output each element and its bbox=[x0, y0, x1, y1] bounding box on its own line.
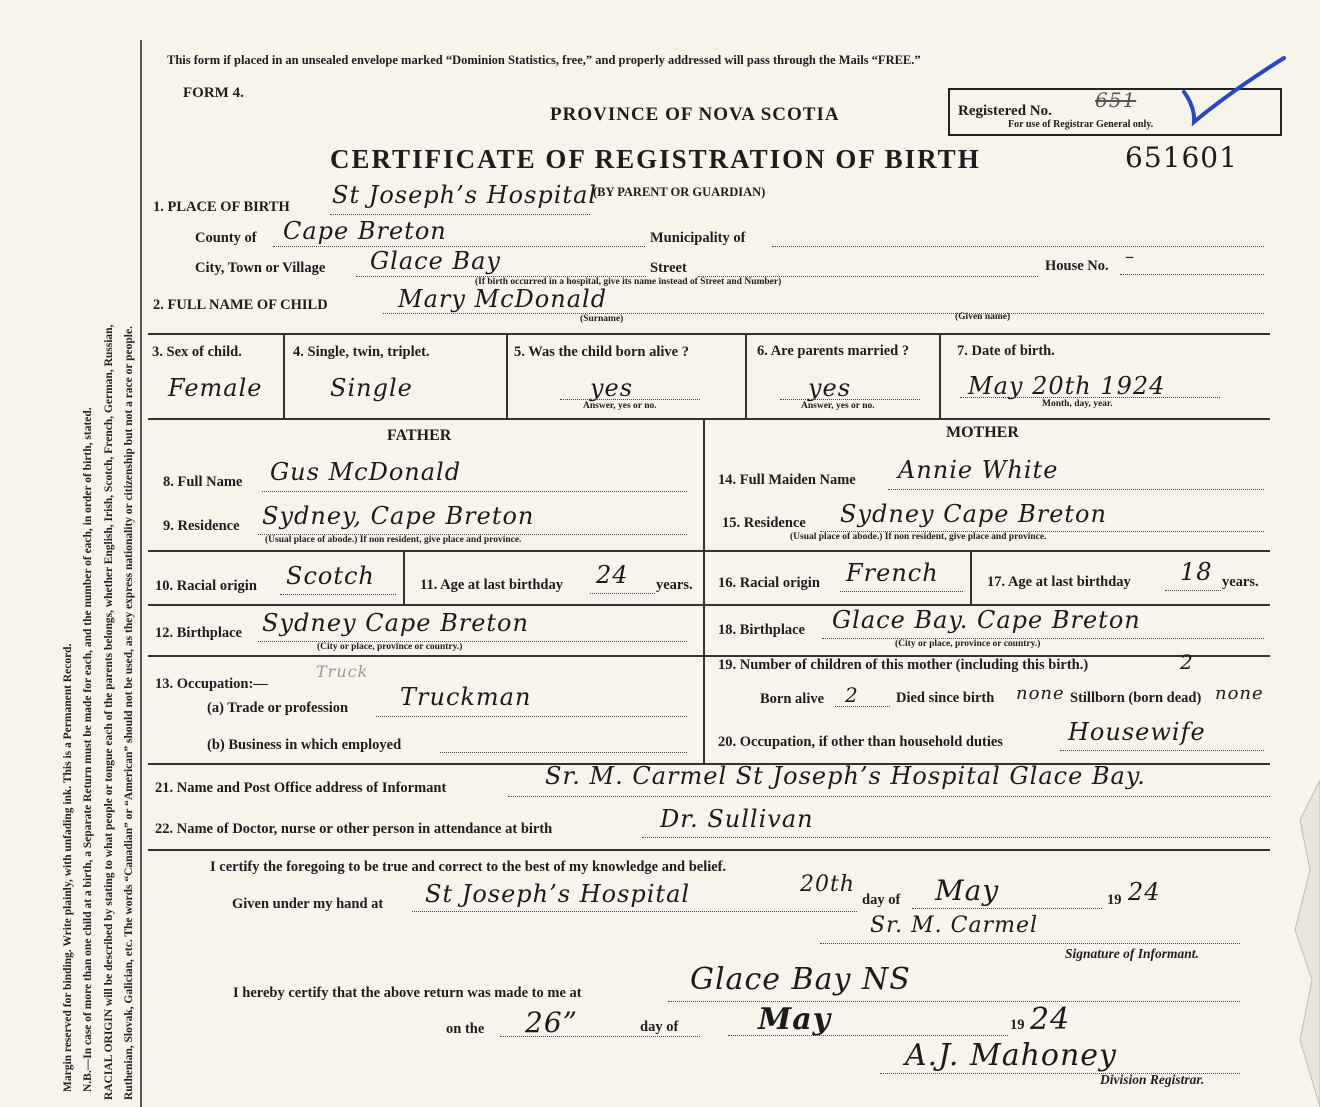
children-count-value: 2 bbox=[1180, 650, 1194, 674]
mother-residence-label: 15. Residence bbox=[722, 515, 806, 531]
born-alive-line bbox=[560, 399, 700, 400]
registered-value: 651 bbox=[1095, 88, 1137, 112]
place-of-birth-label: 1. PLACE OF BIRTH bbox=[153, 199, 290, 215]
province-heading: PROVINCE OF NOVA SCOTIA bbox=[550, 104, 840, 125]
died-since-birth-value: none bbox=[1016, 683, 1065, 704]
business-line bbox=[440, 752, 687, 753]
trade-line bbox=[376, 716, 687, 717]
father-birthplace-note: (City or place, province or country.) bbox=[317, 642, 463, 652]
registrar-day-value: 26” bbox=[525, 1006, 578, 1039]
certify-month-value: May bbox=[935, 874, 1000, 907]
married-line bbox=[780, 399, 920, 400]
father-name-label: 8. Full Name bbox=[163, 474, 243, 490]
father-age-value: 24 bbox=[596, 561, 629, 589]
father-birthplace-value: Sydney Cape Breton bbox=[262, 609, 529, 637]
mother-birthplace-line bbox=[822, 638, 1264, 639]
born-alive-count-value: 2 bbox=[845, 683, 859, 707]
municipality-line bbox=[772, 246, 1264, 247]
certify-day-value: 20th bbox=[800, 872, 856, 897]
city-label: City, Town or Village bbox=[195, 260, 326, 276]
place-of-birth-value: St Joseph’s Hospital bbox=[332, 181, 598, 209]
dob-line bbox=[960, 397, 1220, 398]
given-under-label: Given under my hand at bbox=[232, 896, 384, 912]
registrar-place-value: Glace Bay NS bbox=[690, 962, 911, 997]
informant-value: Sr. M. Carmel St Joseph’s Hospital Glace Bay. bbox=[545, 762, 1146, 790]
house-no-value: – bbox=[1125, 246, 1135, 267]
form-number: FORM 4. bbox=[183, 85, 244, 101]
mother-race-divider bbox=[970, 550, 972, 604]
margin-note-1: Margin reserved for binding. Write plainly, with unfading ink. This is a Permanent Record. bbox=[62, 643, 74, 1092]
registrar-text: I hereby certify that the above return was made to me at bbox=[233, 985, 582, 1001]
certify-year-prefix: 19 bbox=[1107, 892, 1122, 908]
mother-name-label: 14. Full Maiden Name bbox=[718, 472, 856, 488]
margin-note-2: N.B.—In case of more than one child at a birth, a Separate Return must be made for each, and the number of each, in order of birth, stated. bbox=[82, 407, 94, 1092]
mother-occupation-line bbox=[1060, 750, 1264, 751]
trade-label: (a) Trade or profession bbox=[207, 700, 349, 716]
division-registrar-label: Division Registrar. bbox=[1100, 1072, 1205, 1087]
mother-name-line bbox=[888, 489, 1264, 490]
registrar-month-value: May bbox=[758, 1002, 832, 1037]
row3-divider-4 bbox=[939, 333, 941, 418]
signature-of-informant-label: Signature of Informant. bbox=[1065, 946, 1199, 961]
married-note: Answer, yes or no. bbox=[801, 401, 875, 411]
given-under-line bbox=[412, 911, 857, 912]
given-under-value: St Joseph’s Hospital bbox=[425, 880, 691, 908]
stillborn-value: none bbox=[1215, 683, 1264, 704]
certify-year-value: 24 bbox=[1128, 878, 1161, 906]
mother-heading: MOTHER bbox=[946, 424, 1019, 441]
father-heading: FATHER bbox=[387, 427, 452, 444]
street-note: (If birth occurred in a hospital, give its name instead of Street and Number) bbox=[475, 277, 782, 287]
parents-rule-3 bbox=[148, 655, 1270, 657]
married-label: 6. Are parents married ? bbox=[757, 343, 910, 359]
certify-month-line bbox=[912, 908, 1102, 909]
row3-divider-3 bbox=[745, 333, 747, 418]
father-residence-value: Sydney, Cape Breton bbox=[262, 502, 535, 530]
informant-signature: Sr. M. Carmel bbox=[870, 913, 1039, 938]
dob-label: 7. Date of birth. bbox=[957, 343, 1055, 359]
father-race-line bbox=[280, 594, 396, 595]
stillborn-label: Stillborn (born dead) bbox=[1070, 690, 1202, 706]
father-years: years. bbox=[656, 577, 693, 593]
given-name-note: (Given name) bbox=[955, 312, 1011, 322]
certificate-number: 651601 bbox=[1125, 141, 1238, 174]
father-age-line bbox=[590, 593, 655, 594]
by-parent-label: (BY PARENT OR GUARDIAN) bbox=[593, 185, 766, 199]
city-value: Glace Bay bbox=[370, 247, 501, 275]
father-age-label: 11. Age at last birthday bbox=[420, 577, 563, 593]
doctor-label: 22. Name of Doctor, nurse or other person in attendance at birth bbox=[155, 821, 553, 837]
street-label: Street bbox=[650, 260, 687, 276]
mother-name-value: Annie White bbox=[898, 456, 1059, 484]
father-race-label: 10. Racial origin bbox=[155, 578, 257, 594]
father-race-value: Scotch bbox=[286, 562, 375, 590]
dob-note: Month, day, year. bbox=[1042, 399, 1113, 409]
single-label: 4. Single, twin, triplet. bbox=[293, 344, 430, 360]
registered-label: Registered No. bbox=[958, 103, 1052, 119]
father-residence-note: (Usual place of abode.) If non resident, give place and province. bbox=[265, 535, 522, 545]
informant-label: 21. Name and Post Office address of Informant bbox=[155, 780, 447, 796]
house-no-line bbox=[1120, 274, 1264, 275]
mother-occupation-value: Housewife bbox=[1068, 718, 1206, 746]
mother-race-label: 16. Racial origin bbox=[718, 575, 820, 591]
row3-bottom-rule bbox=[148, 418, 1270, 420]
certify-day-of: day of bbox=[862, 892, 901, 908]
binding-margin-line bbox=[140, 40, 142, 1107]
married-value: yes bbox=[808, 374, 852, 402]
row3-divider-2 bbox=[506, 333, 508, 418]
certify-top-rule bbox=[148, 849, 1270, 851]
parents-center-divider bbox=[703, 418, 705, 763]
child-name-label: 2. FULL NAME OF CHILD bbox=[153, 297, 328, 313]
died-since-birth-label: Died since birth bbox=[896, 690, 995, 706]
born-alive-note: Answer, yes or no. bbox=[583, 401, 657, 411]
mother-occupation-label: 20. Occupation, if other than household duties bbox=[718, 734, 1003, 750]
mother-age-value: 18 bbox=[1180, 558, 1213, 586]
doctor-line bbox=[642, 837, 1270, 838]
parents-rule-1 bbox=[148, 550, 1270, 552]
father-name-line bbox=[262, 491, 687, 492]
registrar-day-line bbox=[500, 1036, 700, 1037]
row3-divider-1 bbox=[283, 333, 285, 418]
mother-birthplace-value: Glace Bay. Cape Breton bbox=[832, 606, 1141, 634]
registrar-place-line bbox=[668, 1001, 1240, 1002]
mother-years: years. bbox=[1222, 574, 1259, 590]
sex-value: Female bbox=[168, 374, 263, 402]
doctor-value: Dr. Sullivan bbox=[660, 805, 814, 833]
born-alive-value: yes bbox=[590, 374, 634, 402]
house-no-label: House No. bbox=[1045, 258, 1109, 274]
registrar-year-prefix: 19 bbox=[1010, 1017, 1025, 1033]
informant-line bbox=[508, 796, 1270, 797]
born-alive-count-label: Born alive bbox=[760, 691, 825, 707]
mother-residence-value: Sydney Cape Breton bbox=[840, 500, 1107, 528]
mother-race-line bbox=[840, 591, 963, 592]
child-name-value: Mary McDonald bbox=[398, 285, 608, 313]
child-name-line bbox=[383, 313, 1264, 314]
mail-notice: This form if placed in an unsealed envelope marked “Dominion Statistics, free,” and properly addressed will pass through the Mails “FREE.” bbox=[167, 53, 921, 67]
mother-residence-note: (Usual place of abode.) If non resident, give place and province. bbox=[790, 532, 1047, 542]
registrar-signature: A.J. Mahoney bbox=[905, 1038, 1117, 1073]
dob-value: May 20th 1924 bbox=[968, 372, 1166, 400]
mother-age-line bbox=[1165, 590, 1221, 591]
father-race-divider bbox=[403, 550, 405, 604]
mother-birthplace-label: 18. Birthplace bbox=[718, 622, 805, 638]
father-birthplace-label: 12. Birthplace bbox=[155, 625, 242, 641]
father-name-value: Gus McDonald bbox=[270, 458, 462, 486]
municipality-label: Municipality of bbox=[650, 230, 746, 246]
informant-signature-line bbox=[820, 943, 1240, 944]
father-occupation-label: 13. Occupation:— bbox=[155, 676, 268, 692]
margin-note-3: RACIAL ORIGIN will be described by stating to what people or tongue each of the parents belongs, whether English, Irish, Scotch, French, German, Russian, bbox=[103, 324, 115, 1100]
registrar-day-of: day of bbox=[640, 1019, 679, 1035]
children-count-label: 19. Number of children of this mother (including this birth.) bbox=[718, 657, 1089, 673]
single-value: Single bbox=[330, 374, 413, 402]
father-occupation-struck: Truck bbox=[316, 662, 369, 681]
trade-value: Truckman bbox=[400, 683, 532, 711]
mother-race-value: French bbox=[846, 559, 939, 587]
registrar-on-the: on the bbox=[446, 1021, 485, 1037]
registrar-only-note: For use of Registrar General only. bbox=[1008, 119, 1154, 130]
place-of-birth-line bbox=[330, 214, 590, 215]
county-label: County of bbox=[195, 230, 257, 246]
sex-label: 3. Sex of child. bbox=[152, 344, 242, 360]
certify-text: I certify the foregoing to be true and correct to the best of my knowledge and belief. bbox=[210, 859, 727, 875]
born-alive-count-line bbox=[835, 706, 890, 707]
certificate-title: CERTIFICATE OF REGISTRATION OF BIRTH bbox=[330, 144, 981, 174]
born-alive-label: 5. Was the child born alive ? bbox=[514, 344, 689, 360]
father-residence-label: 9. Residence bbox=[163, 518, 240, 534]
mother-age-label: 17. Age at last birthday bbox=[987, 574, 1131, 590]
margin-note-4: Ruthenian, Slovak, Galician, etc. The words “Canadian” or “American” should not be used, as they express nationality or citizenship but not a race or people. bbox=[123, 326, 135, 1100]
registrar-month-line bbox=[728, 1035, 1008, 1036]
row3-top-rule bbox=[148, 333, 1270, 335]
business-label: (b) Business in which employed bbox=[207, 737, 402, 753]
county-value: Cape Breton bbox=[283, 217, 447, 245]
mother-birthplace-note: (City or place, province or country.) bbox=[895, 639, 1041, 649]
surname-note: (Surname) bbox=[580, 314, 624, 324]
torn-paper-edge bbox=[1200, 780, 1320, 1107]
blue-checkmark-icon bbox=[1180, 52, 1290, 132]
registrar-year-value: 24 bbox=[1030, 1002, 1071, 1037]
